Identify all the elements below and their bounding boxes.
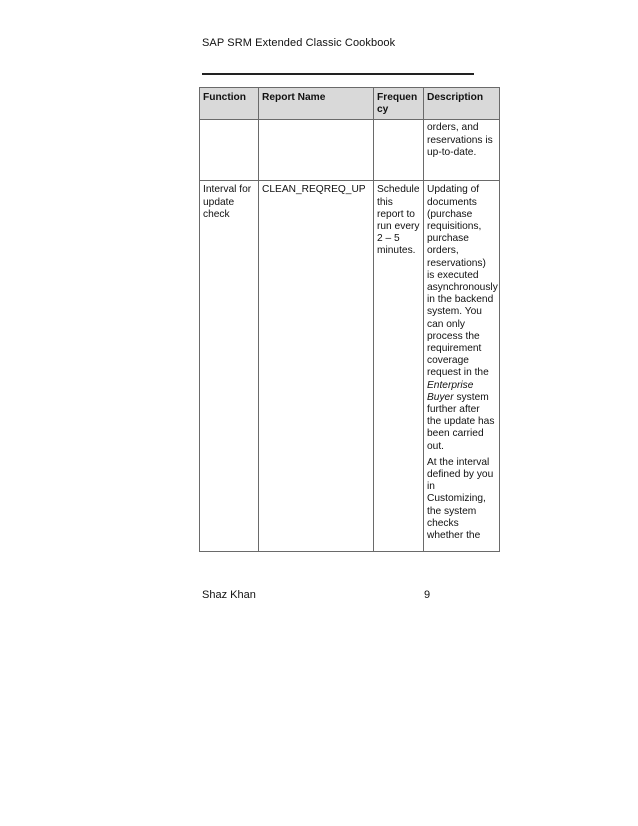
description-text: system further after the update has been carried out. <box>427 391 495 452</box>
running-header-title: SAP SRM Extended Classic Cookbook <box>202 37 396 49</box>
footer-page-number: 9 <box>424 589 431 601</box>
column-header-description: Description <box>424 88 500 120</box>
cell-description <box>424 181 500 552</box>
description-paragraph: At the interval defined by you in Customizing, the system checks whether the <box>427 456 494 542</box>
cell-report-name: CLEAN_REQREQ_UP <box>259 181 374 552</box>
cell-function: Interval for update check <box>200 181 259 552</box>
cell-function <box>200 120 259 181</box>
description-text: Updating of documents (purchase requisitions, purchase orders, reservations) is executed asynchronously in the backend system. You can only process the requirement coverage request in the <box>427 184 498 379</box>
table-header-row <box>200 88 500 120</box>
cell-frequency: Schedule this report to run every 2 – 5 minutes. <box>374 181 424 552</box>
cell-description: orders, and reservations is up-to-date. <box>424 120 500 181</box>
footer-author: Shaz Khan <box>202 589 256 601</box>
cell-frequency <box>374 120 424 181</box>
report-table <box>199 87 500 552</box>
description-paragraph <box>427 184 496 452</box>
column-header-frequency: Frequen cy <box>374 88 424 120</box>
table-row <box>200 120 500 181</box>
column-header-function: Function <box>200 88 259 120</box>
column-header-report-name: Report Name <box>259 88 374 120</box>
cell-report-name <box>259 120 374 181</box>
description-emphasis: Enterprise Buyer <box>427 379 474 403</box>
header-rule <box>202 73 474 75</box>
table-row <box>200 181 500 552</box>
